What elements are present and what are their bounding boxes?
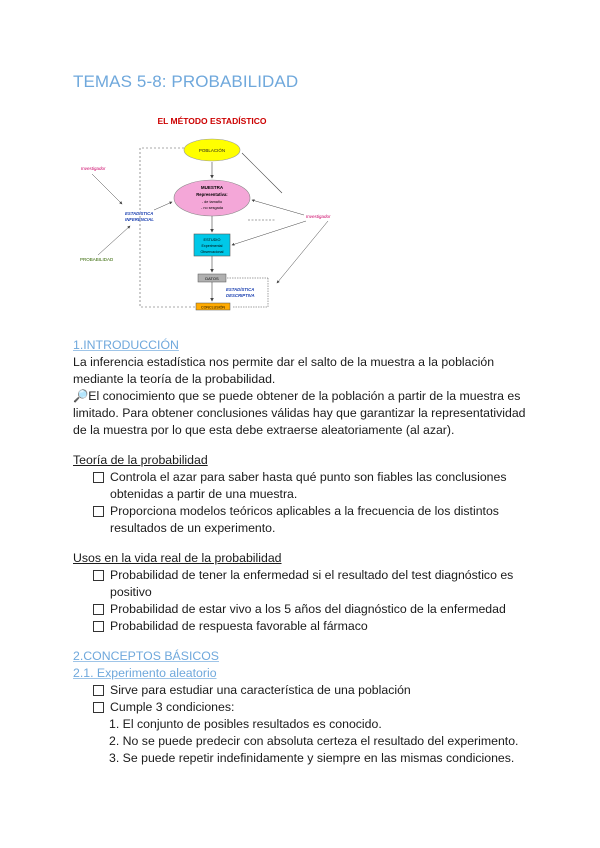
teoria-item-1: Controla el azar para saber hasta qué punto son fiables las conclusiones obtenidas a partir de una muestra. [73, 469, 533, 503]
intro-p1-line2: mediante la teoría de la probabilidad. [73, 372, 276, 386]
arrow-muestra-poblacion-curve [242, 153, 282, 193]
estudio-label-1: ESTUDIO [203, 238, 221, 242]
poblacion-label: POBLACIÓN [198, 148, 226, 153]
usos-item-1: Probabilidad de tener la enfermedad si el resultado del test diagnóstico es positivo [73, 567, 533, 601]
arrow-probabilidad [98, 226, 130, 255]
checkbox[interactable] [93, 472, 104, 483]
checkbox[interactable] [93, 685, 104, 696]
intro-heading: 1.INTRODUCCIÓN [73, 338, 179, 352]
arrow-investigador-datos [277, 221, 328, 283]
conceptos-item-2: Cumple 3 condiciones: [73, 699, 533, 716]
probabilidad-label: PROBABILIDAD [80, 257, 114, 262]
condicion-1: 1. El conjunto de posibles resultados es conocido. [109, 717, 382, 731]
muestra-label-3: - de tamaño [201, 200, 223, 204]
inferencial-label-2: INFERENCIAL [125, 217, 154, 222]
usos-item-3: Probabilidad de respuesta favorable al fármaco [73, 618, 533, 635]
investigador-left: Investigador [81, 166, 106, 171]
muestra-label-4: - no sesgada [201, 206, 223, 210]
dashed-frame-left [140, 148, 216, 307]
conceptos-heading: 2.CONCEPTOS BÁSICOS [73, 649, 220, 663]
teoria-item-2: Proporciona modelos teóricos aplicables a la frecuencia de los distintos resultados de un experimento. [73, 503, 533, 537]
muestra-label-1: MUESTRA [200, 185, 224, 190]
estudio-label-3: Observacional [200, 250, 224, 254]
diagram-heading: EL MÉTODO ESTADÍSTICO [157, 116, 267, 126]
checkbox[interactable] [93, 570, 104, 581]
intro-p2-line1: 🔎El conocimiento que se puede obtener de la población a partir de la muestra es [73, 389, 521, 403]
intro-p2-line3: de la muestra por lo que esta debe extraerse aleatoriamente (al azar). [73, 423, 455, 437]
checkbox[interactable] [93, 621, 104, 632]
arrow-inferencial-muestra [154, 202, 172, 210]
arrow-investigador-estudio [232, 221, 306, 245]
inferencial-label-1: ESTADÍSTICA [125, 211, 154, 216]
estudio-label-2: Experimental [201, 244, 223, 248]
page-title: TEMAS 5-8: PROBABILIDAD [73, 72, 299, 91]
arrow-investigador-muestra [252, 200, 304, 215]
investigador-right: Investigador [306, 214, 331, 219]
datos-label: DATOS [205, 276, 219, 281]
arrow-investigador-left [92, 174, 122, 204]
document-body [73, 337, 533, 767]
conceptos-item-1: Sirve para estudiar una característica de una población [73, 682, 533, 699]
descriptiva-label-2: DESCRIPTIVA [226, 293, 255, 298]
condicion-3: 3. Se puede repetir indefinidamente y siempre en las mismas condiciones. [109, 751, 515, 765]
statistical-method-diagram [70, 108, 350, 318]
intro-p1-line1: La inferencia estadística nos permite dar el salto de la muestra a la población [73, 355, 495, 369]
checkbox[interactable] [93, 702, 104, 713]
usos-heading: Usos en la vida real de la probabilidad [73, 551, 282, 565]
descriptiva-label-1: ESTADÍSTICA [226, 287, 255, 292]
teoria-heading: Teoría de la probabilidad [73, 453, 208, 467]
conclusion-label: CONCLUSIÓN [201, 305, 225, 310]
checkbox[interactable] [93, 506, 104, 517]
intro-p2-line2: limitado. Para obtener conclusiones válidas hay que garantizar la representatividad [73, 406, 526, 420]
condicion-2: 2. No se puede predecir con absoluta certeza el resultado del experimento. [109, 734, 519, 748]
conceptos-subheading: 2.1. Experimento aleatorio [73, 666, 217, 680]
checkbox[interactable] [93, 604, 104, 615]
muestra-label-2: Representativa: [196, 192, 228, 197]
usos-item-2: Probabilidad de estar vivo a los 5 años del diagnóstico de la enfermedad [73, 601, 533, 618]
